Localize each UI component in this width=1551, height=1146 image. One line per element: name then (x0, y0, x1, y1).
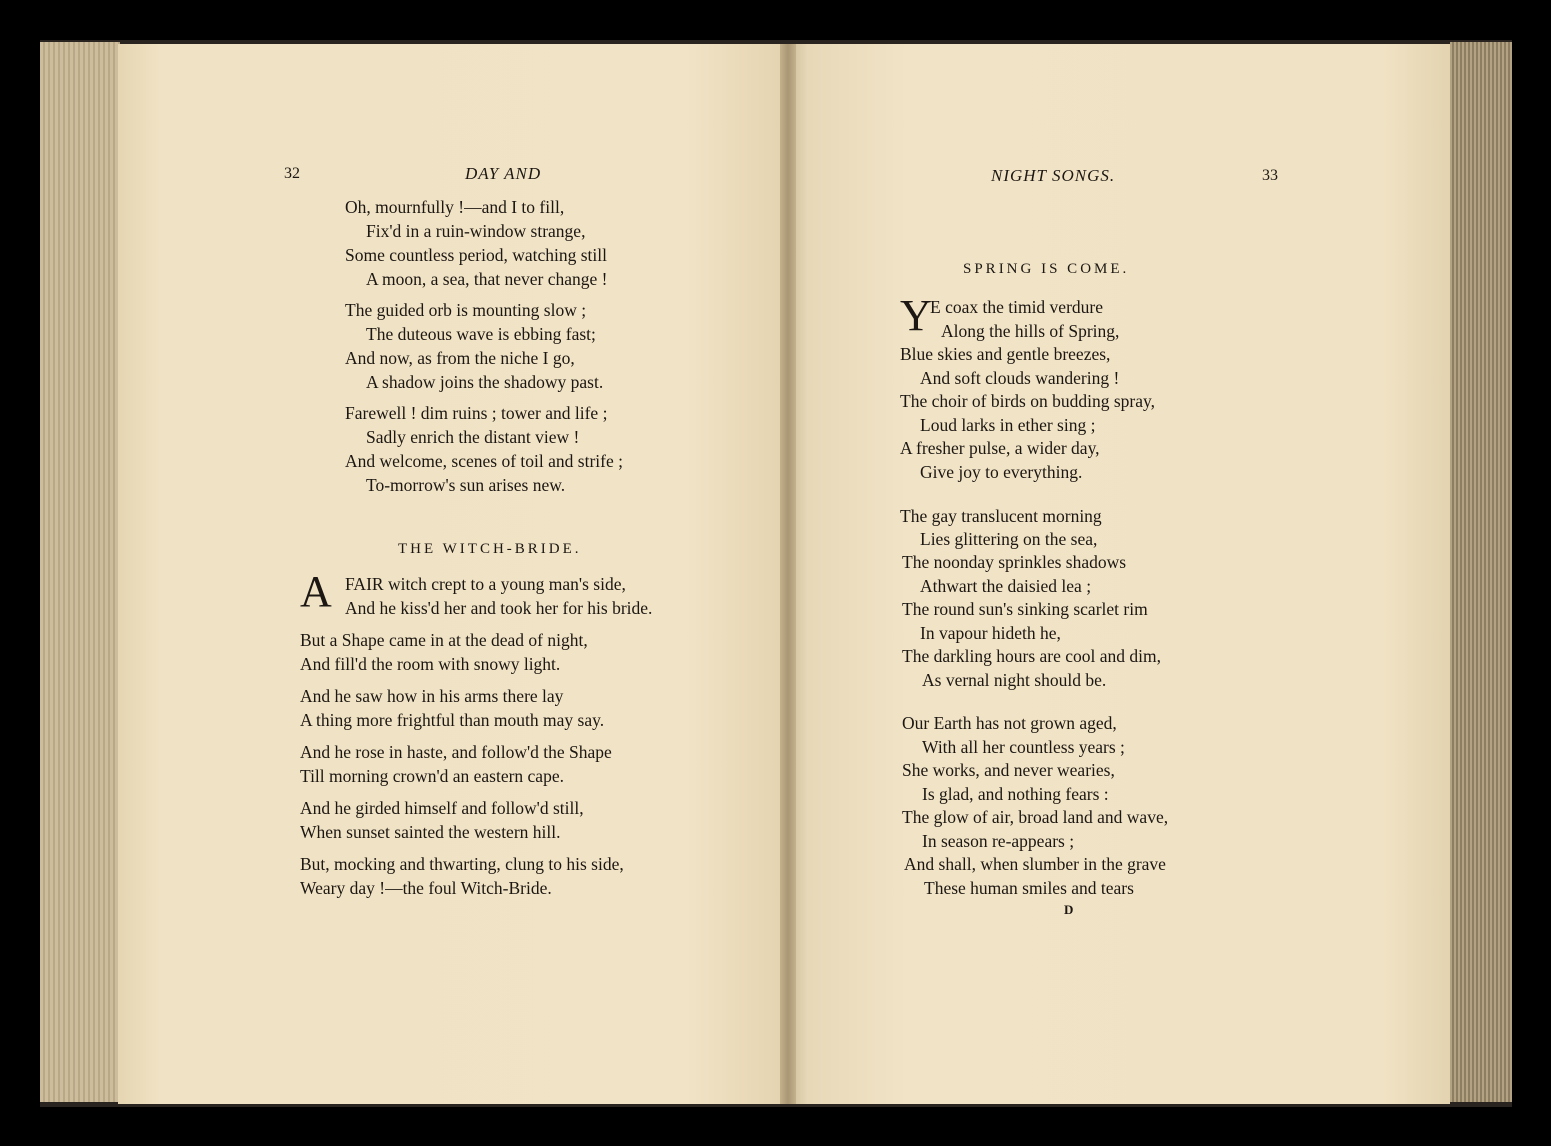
poem-line: The darkling hours are cool and dim, (902, 646, 1162, 666)
poem-line: A shadow joins the shadowy past. (366, 372, 604, 392)
poem-line: Weary day !—the foul Witch-Bride. (300, 878, 552, 898)
poem-line: Some countless period, watching still (345, 245, 607, 265)
poem-line: Fix'd in a ruin-window strange, (366, 221, 586, 241)
poem-line: And now, as from the niche I go, (345, 348, 575, 368)
poem-line: Farewell ! dim ruins ; tower and life ; (345, 403, 608, 423)
poem-title-spring-is-come: SPRING IS COME. (963, 261, 1130, 277)
poem-line: Sadly enrich the distant view ! (366, 427, 580, 447)
poem-line: And he girded himself and follow'd still, (300, 798, 584, 818)
poem-line: And welcome, scenes of toil and strife ; (345, 451, 623, 471)
poem-line: Is glad, and nothing fears : (922, 784, 1109, 804)
poem-line: Athwart the daisied lea ; (920, 576, 1092, 596)
running-head-left: DAY AND (465, 164, 542, 183)
poem-line: A thing more frightful than mouth may say. (300, 710, 605, 730)
page-edges-left (40, 42, 120, 1102)
poem-line: And he kiss'd her and took her for his bride. (345, 598, 653, 618)
poem-line: Blue skies and gentle breezes, (900, 344, 1111, 364)
poem-line: The round sun's sinking scarlet rim (902, 599, 1148, 619)
poem-line: Loud larks in ether sing ; (920, 415, 1096, 435)
poem-line: And he rose in haste, and follow'd the Shape (300, 742, 612, 762)
poem-line: The noonday sprinkles shadows (902, 552, 1127, 572)
book-gutter (780, 44, 796, 1104)
poem-line: E coax the timid verdure (930, 297, 1103, 317)
poem-line: A fresher pulse, a wider day, (900, 438, 1100, 458)
poem-line: Give joy to everything. (920, 462, 1083, 482)
poem-line: FAIR witch crept to a young man's side, (345, 574, 626, 594)
poem-line: The gay translucent morning (900, 506, 1102, 526)
poem-line: These human smiles and tears (924, 878, 1134, 898)
poem-line: But a Shape came in at the dead of night, (300, 630, 588, 650)
signature-mark: D (1064, 902, 1074, 917)
right-page (788, 44, 1450, 1104)
poem-line: In vapour hideth he, (920, 623, 1061, 643)
poem-line: To-morrow's sun arises new. (366, 475, 566, 495)
poem-line: And shall, when slumber in the grave (904, 854, 1166, 874)
poem-line: Till morning crown'd an eastern cape. (300, 766, 564, 786)
poem-line: And fill'd the room with snowy light. (300, 654, 561, 674)
poem-line: A moon, a sea, that never change ! (366, 269, 608, 289)
poem-line: And soft clouds wandering ! (920, 368, 1120, 388)
poem-line: The choir of birds on budding spray, (900, 391, 1155, 411)
poem-line: And he saw how in his arms there lay (300, 686, 564, 706)
running-head-right: NIGHT SONGS. (991, 166, 1116, 185)
poem-line: Our Earth has not grown aged, (902, 713, 1117, 733)
poem-line: The glow of air, broad land and wave, (902, 807, 1169, 827)
page-number-left: 32 (284, 165, 300, 182)
poem-line: When sunset sainted the western hill. (300, 822, 561, 842)
poem-line: Along the hills of Spring, (941, 321, 1120, 341)
poem-line: The guided orb is mounting slow ; (345, 300, 587, 320)
poem-line: She works, and never wearies, (902, 760, 1115, 780)
poem-line: Lies glittering on the sea, (920, 529, 1098, 549)
open-book (40, 40, 1512, 1107)
poem-line: With all her countless years ; (922, 737, 1125, 757)
poem-line: As vernal night should be. (922, 670, 1107, 690)
poem-line: In season re-appears ; (922, 831, 1075, 851)
poem-line: But, mocking and thwarting, clung to his side, (300, 854, 624, 874)
poem-line: The duteous wave is ebbing fast; (366, 324, 596, 344)
page-edges-right (1450, 42, 1512, 1102)
page-number-right: 33 (1262, 167, 1278, 184)
drop-cap-y: Y (900, 291, 932, 340)
poem-title-witch-bride: THE WITCH-BRIDE. (398, 541, 582, 557)
drop-cap-a: A (300, 567, 332, 616)
poem-line: Oh, mournfully !—and I to fill, (345, 197, 565, 217)
